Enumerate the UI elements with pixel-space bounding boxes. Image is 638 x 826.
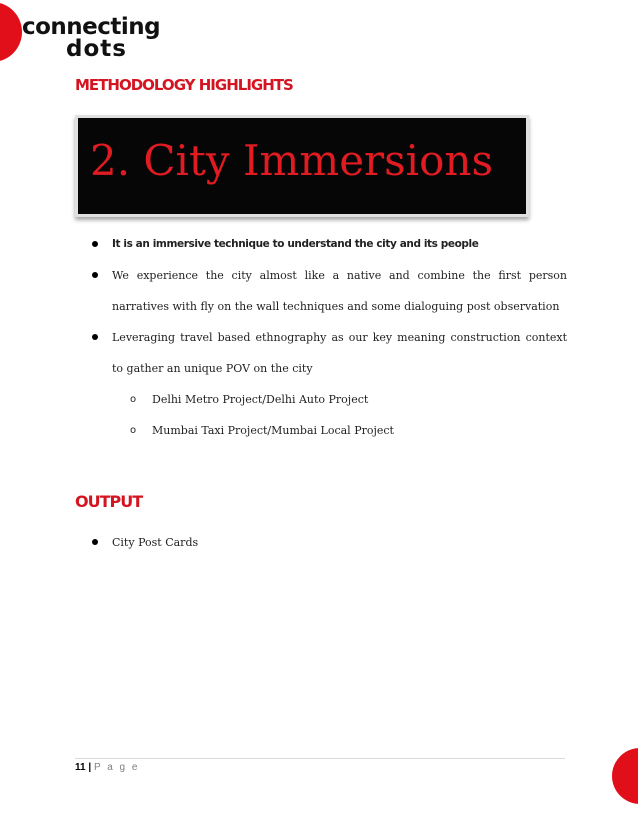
page-label: P a g e — [93, 762, 140, 773]
sub-bullet-marker: o — [130, 425, 137, 436]
output-heading: OUTPUT — [75, 492, 143, 511]
corner-decoration-top — [0, 2, 22, 62]
page-number: 11 — [75, 762, 86, 773]
sub-list-item-text: Mumbai Taxi Project/Mumbai Local Project — [152, 424, 394, 437]
footer-separator: | — [88, 762, 92, 773]
sub-list-item — [112, 415, 567, 446]
sub-bullet-marker: o — [130, 394, 137, 405]
list-item-text: Leveraging travel based ethnography as our key meaning construction context to gather an unique POV on the city — [112, 331, 567, 375]
logo-line1: connecting — [22, 14, 161, 40]
footer-divider — [75, 758, 565, 759]
page-footer — [75, 762, 139, 773]
list-item: It is an immersive technique to understand the city and its people — [92, 229, 567, 260]
list-item: We experience the city almost like a native and combine the first person narratives with fly on the wall techniques and some dialoguing post observation — [92, 260, 567, 322]
sub-list-item-text: Delhi Metro Project/Delhi Auto Project — [152, 393, 369, 406]
methodology-list — [92, 229, 567, 446]
list-item: City Post Cards — [92, 527, 567, 558]
list-item — [92, 322, 567, 446]
methodology-heading: METHODOLOGY HIGHLIGHTS — [75, 76, 293, 94]
logo-line2: dots — [66, 36, 127, 62]
corner-decoration-bottom — [612, 748, 638, 804]
sub-list — [112, 384, 567, 446]
title-banner — [75, 115, 529, 217]
banner-title: 2. City Immersions — [90, 136, 493, 185]
output-list — [92, 527, 567, 558]
connecting-dots-logo — [22, 14, 162, 66]
sub-list-item — [112, 384, 567, 415]
